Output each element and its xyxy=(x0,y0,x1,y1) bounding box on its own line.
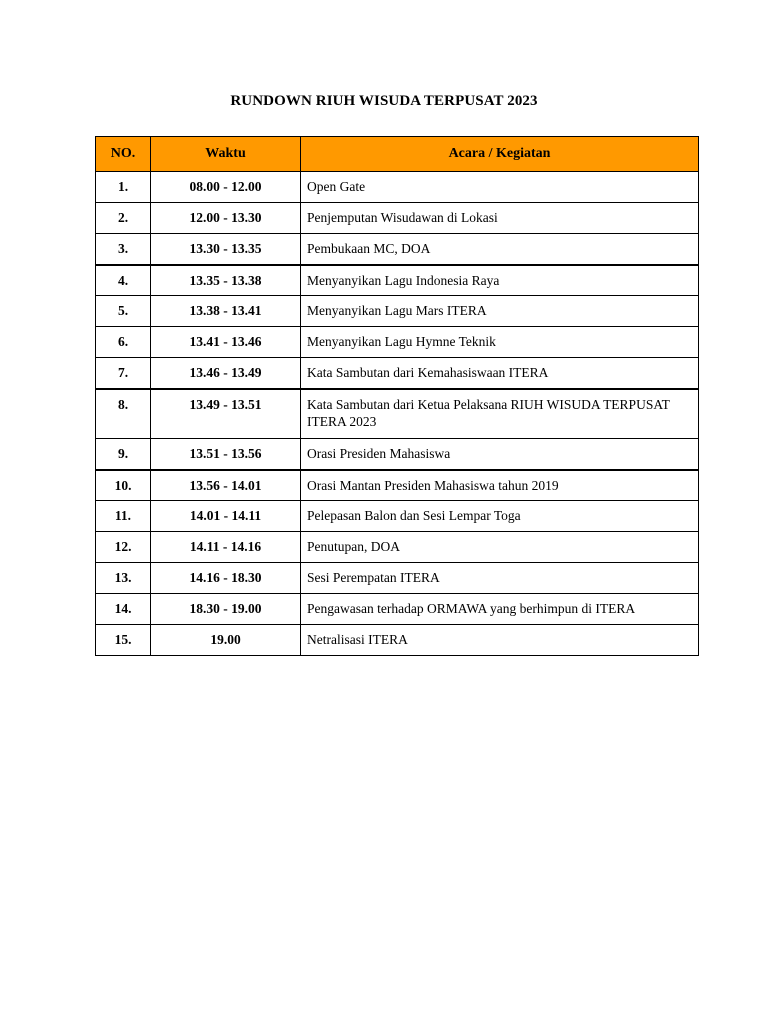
row-activity: Pengawasan terhadap ORMAWA yang berhimpun di ITERA xyxy=(301,594,699,625)
page-title: RUNDOWN RIUH WISUDA TERPUSAT 2023 xyxy=(230,93,538,109)
row-time: 13.46 - 13.49 xyxy=(151,358,301,389)
row-time: 13.49 - 13.51 xyxy=(151,389,301,439)
row-no: 7. xyxy=(96,358,151,389)
row-time: 08.00 - 12.00 xyxy=(151,172,301,203)
row-time: 14.01 - 14.11 xyxy=(151,501,301,532)
row-no: 9. xyxy=(96,439,151,470)
row-no: 3. xyxy=(96,234,151,265)
row-time: 14.11 - 14.16 xyxy=(151,532,301,563)
row-time: 13.56 - 14.01 xyxy=(151,470,301,501)
table-row xyxy=(96,563,699,594)
row-time: 13.38 - 13.41 xyxy=(151,296,301,327)
row-no: 4. xyxy=(96,265,151,296)
table-row xyxy=(96,265,699,296)
row-activity: Pembukaan MC, DOA xyxy=(301,234,699,265)
table-header xyxy=(96,137,699,172)
row-time: 13.51 - 13.56 xyxy=(151,439,301,470)
table-row xyxy=(96,439,699,470)
row-activity: Orasi Presiden Mahasiswa xyxy=(301,439,699,470)
row-time: 13.41 - 13.46 xyxy=(151,327,301,358)
rundown-table xyxy=(95,136,699,656)
table-row xyxy=(96,358,699,389)
row-activity: Kata Sambutan dari Kemahasiswaan ITERA xyxy=(301,358,699,389)
row-no: 5. xyxy=(96,296,151,327)
table-row xyxy=(96,296,699,327)
row-activity: Menyanyikan Lagu Mars ITERA xyxy=(301,296,699,327)
table-row xyxy=(96,203,699,234)
header-time: Waktu xyxy=(151,137,301,172)
table-row xyxy=(96,327,699,358)
row-time: 13.30 - 13.35 xyxy=(151,234,301,265)
row-no: 12. xyxy=(96,532,151,563)
row-time: 19.00 xyxy=(151,625,301,656)
row-time: 12.00 - 13.30 xyxy=(151,203,301,234)
row-no: 8. xyxy=(96,389,151,439)
table-row xyxy=(96,389,699,439)
header-activity: Acara / Kegiatan xyxy=(301,137,699,172)
header-row xyxy=(96,137,699,172)
table-row xyxy=(96,501,699,532)
row-activity: Menyanyikan Lagu Hymne Teknik xyxy=(301,327,699,358)
row-no: 2. xyxy=(96,203,151,234)
table-row xyxy=(96,532,699,563)
table-body xyxy=(96,172,699,656)
row-activity: Penjemputan Wisudawan di Lokasi xyxy=(301,203,699,234)
table-row xyxy=(96,172,699,203)
table-row xyxy=(96,234,699,265)
row-activity: Pelepasan Balon dan Sesi Lempar Toga xyxy=(301,501,699,532)
row-no: 15. xyxy=(96,625,151,656)
table-row xyxy=(96,594,699,625)
row-no: 1. xyxy=(96,172,151,203)
header-no: NO. xyxy=(96,137,151,172)
table-row xyxy=(96,470,699,501)
row-activity: Kata Sambutan dari Ketua Pelaksana RIUH WISUDA TERPUSAT ITERA 2023 xyxy=(301,389,699,439)
row-time: 14.16 - 18.30 xyxy=(151,563,301,594)
row-activity: Penutupan, DOA xyxy=(301,532,699,563)
row-time: 13.35 - 13.38 xyxy=(151,265,301,296)
row-no: 10. xyxy=(96,470,151,501)
row-activity: Netralisasi ITERA xyxy=(301,625,699,656)
row-activity: Sesi Perempatan ITERA xyxy=(301,563,699,594)
row-activity: Orasi Mantan Presiden Mahasiswa tahun 2019 xyxy=(301,470,699,501)
row-no: 6. xyxy=(96,327,151,358)
row-time: 18.30 - 19.00 xyxy=(151,594,301,625)
row-no: 14. xyxy=(96,594,151,625)
row-no: 13. xyxy=(96,563,151,594)
row-activity: Menyanyikan Lagu Indonesia Raya xyxy=(301,265,699,296)
table-row xyxy=(96,625,699,656)
row-no: 11. xyxy=(96,501,151,532)
row-activity: Open Gate xyxy=(301,172,699,203)
